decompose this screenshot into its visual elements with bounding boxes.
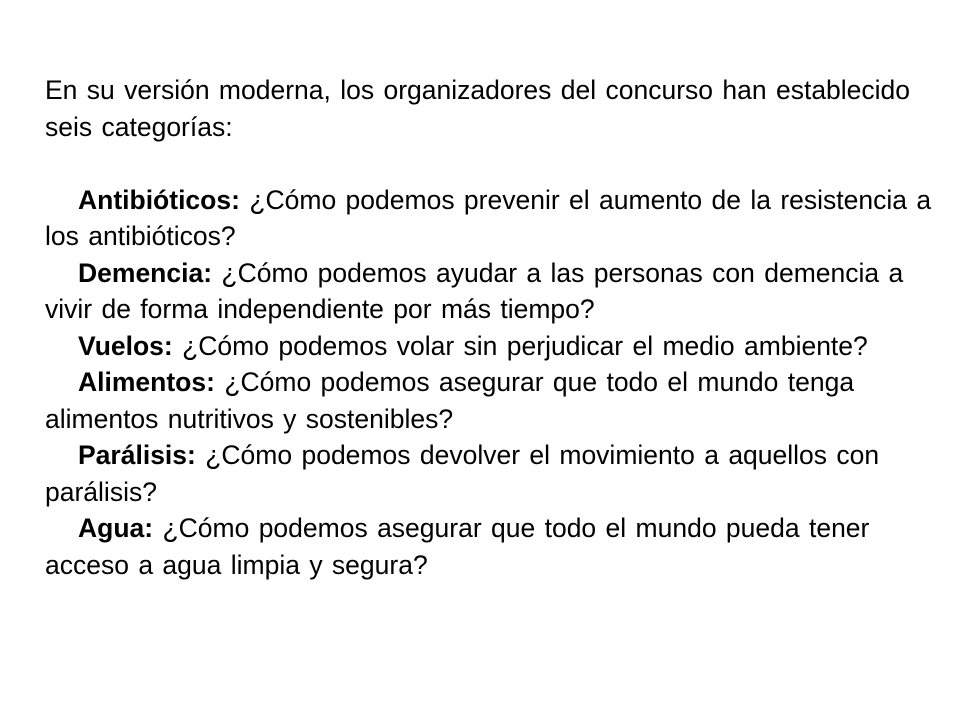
category-paralisis bbox=[45, 437, 935, 510]
category-question: ¿Cómo podemos volar sin perjudicar el medio ambiente? bbox=[182, 330, 868, 361]
category-question: ¿Cómo podemos devolver el movimiento a aquellos con parálisis? bbox=[45, 440, 880, 507]
category-question: ¿Cómo podemos ayudar a las personas con demencia a vivir de forma independiente por más tiempo? bbox=[45, 257, 904, 324]
category-question: ¿Cómo podemos prevenir el aumento de la resistencia a los antibióticos? bbox=[45, 184, 932, 251]
slide-content bbox=[45, 72, 935, 583]
category-demencia bbox=[45, 255, 935, 328]
intro-paragraph: En su versión moderna, los organizadores del concurso han establecido seis categorías: bbox=[45, 75, 911, 142]
category-antibioticos bbox=[45, 182, 935, 255]
category-name: Alimentos: bbox=[78, 367, 215, 397]
category-name: Vuelos: bbox=[78, 330, 173, 361]
category-alimentos bbox=[45, 364, 935, 437]
category-vuelos bbox=[45, 328, 935, 365]
category-name: Demencia: bbox=[78, 257, 213, 288]
category-name: Agua: bbox=[78, 513, 154, 543]
category-name: Parálisis: bbox=[78, 440, 196, 470]
spacer bbox=[45, 145, 935, 182]
category-agua bbox=[45, 510, 935, 583]
category-question: ¿Cómo podemos asegurar que todo el mundo pueda tener acceso a agua limpia y segura? bbox=[45, 513, 870, 580]
category-name: Antibióticos: bbox=[78, 184, 240, 215]
category-question: ¿Cómo podemos asegurar que todo el mundo tenga alimentos nutritivos y sostenibles? bbox=[45, 367, 855, 434]
